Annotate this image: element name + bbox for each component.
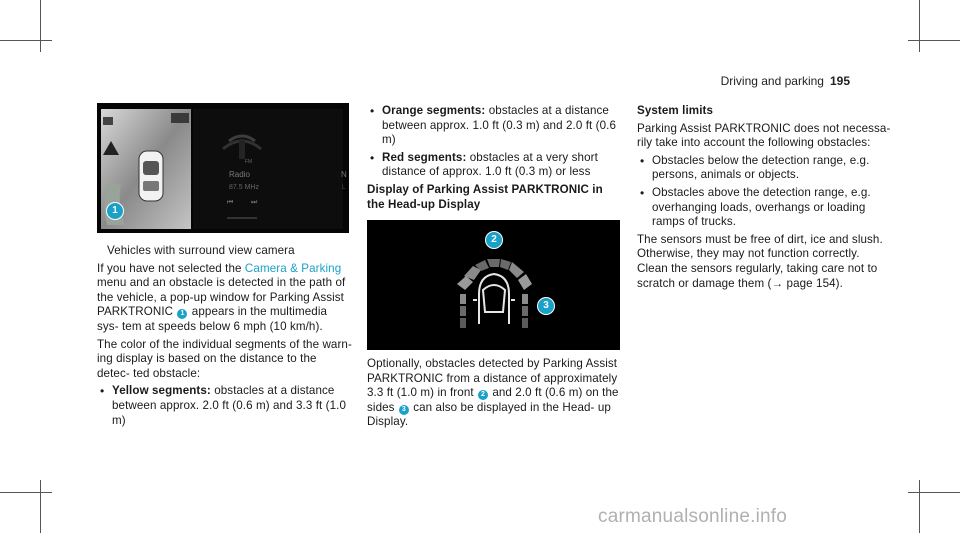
page-reference-link[interactable]: page 154). [783, 276, 843, 290]
hud-heading: Display of Parking Assist PARKTRONIC in the Head-up Display [367, 182, 603, 211]
column-2 [367, 104, 622, 215]
crop-mark [40, 480, 41, 533]
obstacle-item: • Obstacles below the detection range, e.g. persons, animals or objects. [637, 154, 893, 183]
column-2-bottom [367, 357, 622, 433]
prev-track-icon: ⏮ [227, 198, 234, 206]
section-title: Driving and parking [720, 74, 824, 88]
status-indicator: FM [245, 159, 253, 165]
running-header [721, 74, 850, 88]
crop-mark [919, 0, 920, 52]
next-track-icon: ⏭ [251, 198, 258, 206]
side-letter-bottom: L [342, 185, 346, 191]
system-limits-heading: System limits [637, 104, 714, 117]
watermark: carmanualsonline.info [598, 506, 788, 527]
column-1 [97, 244, 352, 431]
crop-mark [0, 40, 52, 41]
side-letter-top: N [341, 170, 347, 179]
intro-paragraph: If you have not selected the Camera & Parking menu and an obstacle is detected in the path of the vehicle, a pop-up window for Parking Assist PARKTRONIC 1 appears in the multimedia sys- tem at speeds below 6 mph (10 km/h). [97, 261, 346, 333]
yellow-segment-item: • Yellow segments: obstacles at a distance between approx. 2.0 ft (0.6 m) and 3.3 ft (1.0 m) [97, 384, 352, 428]
crop-mark [908, 40, 960, 41]
marker-1: 1 [177, 309, 187, 319]
color-paragraph: The color of the individual segments of the warn- ing display is based on the distance to the detec- ted obstacle: [97, 337, 352, 380]
radio-label: Radio [229, 170, 250, 179]
segment-list [97, 384, 352, 428]
limits-intro: Parking Assist PARKTRONIC does not necessa- rily take into account the following obstacles: [637, 121, 891, 150]
callout-3: 3 [537, 297, 555, 315]
camera-parking-link[interactable]: Camera & Parking [244, 261, 342, 275]
marker-3: 3 [399, 405, 409, 415]
segment-list-continued [367, 104, 622, 180]
callout-2: 2 [485, 231, 503, 249]
figure-caption: Vehicles with surround view camera [107, 244, 295, 257]
car-top-view-icon [139, 151, 163, 201]
orange-segment-item: • Orange segments: obstacles at a distance between approx. 1.0 ft (0.3 m) and 2.0 ft (0.6 m) [367, 104, 622, 148]
crop-mark [0, 492, 52, 493]
arrow-icon: → [771, 276, 784, 290]
crop-mark [908, 492, 960, 493]
page-number: 195 [829, 74, 850, 88]
crop-mark [919, 480, 920, 533]
surround-view-illustration [97, 103, 349, 233]
column-3 [637, 104, 893, 294]
sensor-paragraph: The sensors must be free of dirt, ice and slush. Otherwise, they may not function correctly. Clean the sensors regularly, taking care not to scratch or damage them (→ page 154). [637, 232, 883, 290]
surround-view-figure [97, 103, 349, 233]
obstacle-list [637, 154, 893, 230]
marker-2: 2 [478, 390, 488, 400]
red-segment-item: • Red segments: obstacles at a very short distance of approx. 1.0 ft (0.3 m) or less [367, 151, 622, 180]
callout-1: 1 [106, 202, 124, 220]
crop-mark [40, 0, 41, 52]
radio-frequency: 87.5 MHz [229, 184, 259, 191]
hud-figure [367, 220, 620, 350]
hud-paragraph: Optionally, obstacles detected by Parking Assist PARKTRONIC from a distance of approximately 3.3 ft (1.0 m) in front 2 and 2.0 ft (0.6 m) on the sides 3 can also be displayed in the Head- up Display. [367, 357, 619, 429]
obstacle-item: • Obstacles above the detection range, e.g. overhanging loads, overhangs or loading ramps of trucks. [637, 186, 893, 230]
